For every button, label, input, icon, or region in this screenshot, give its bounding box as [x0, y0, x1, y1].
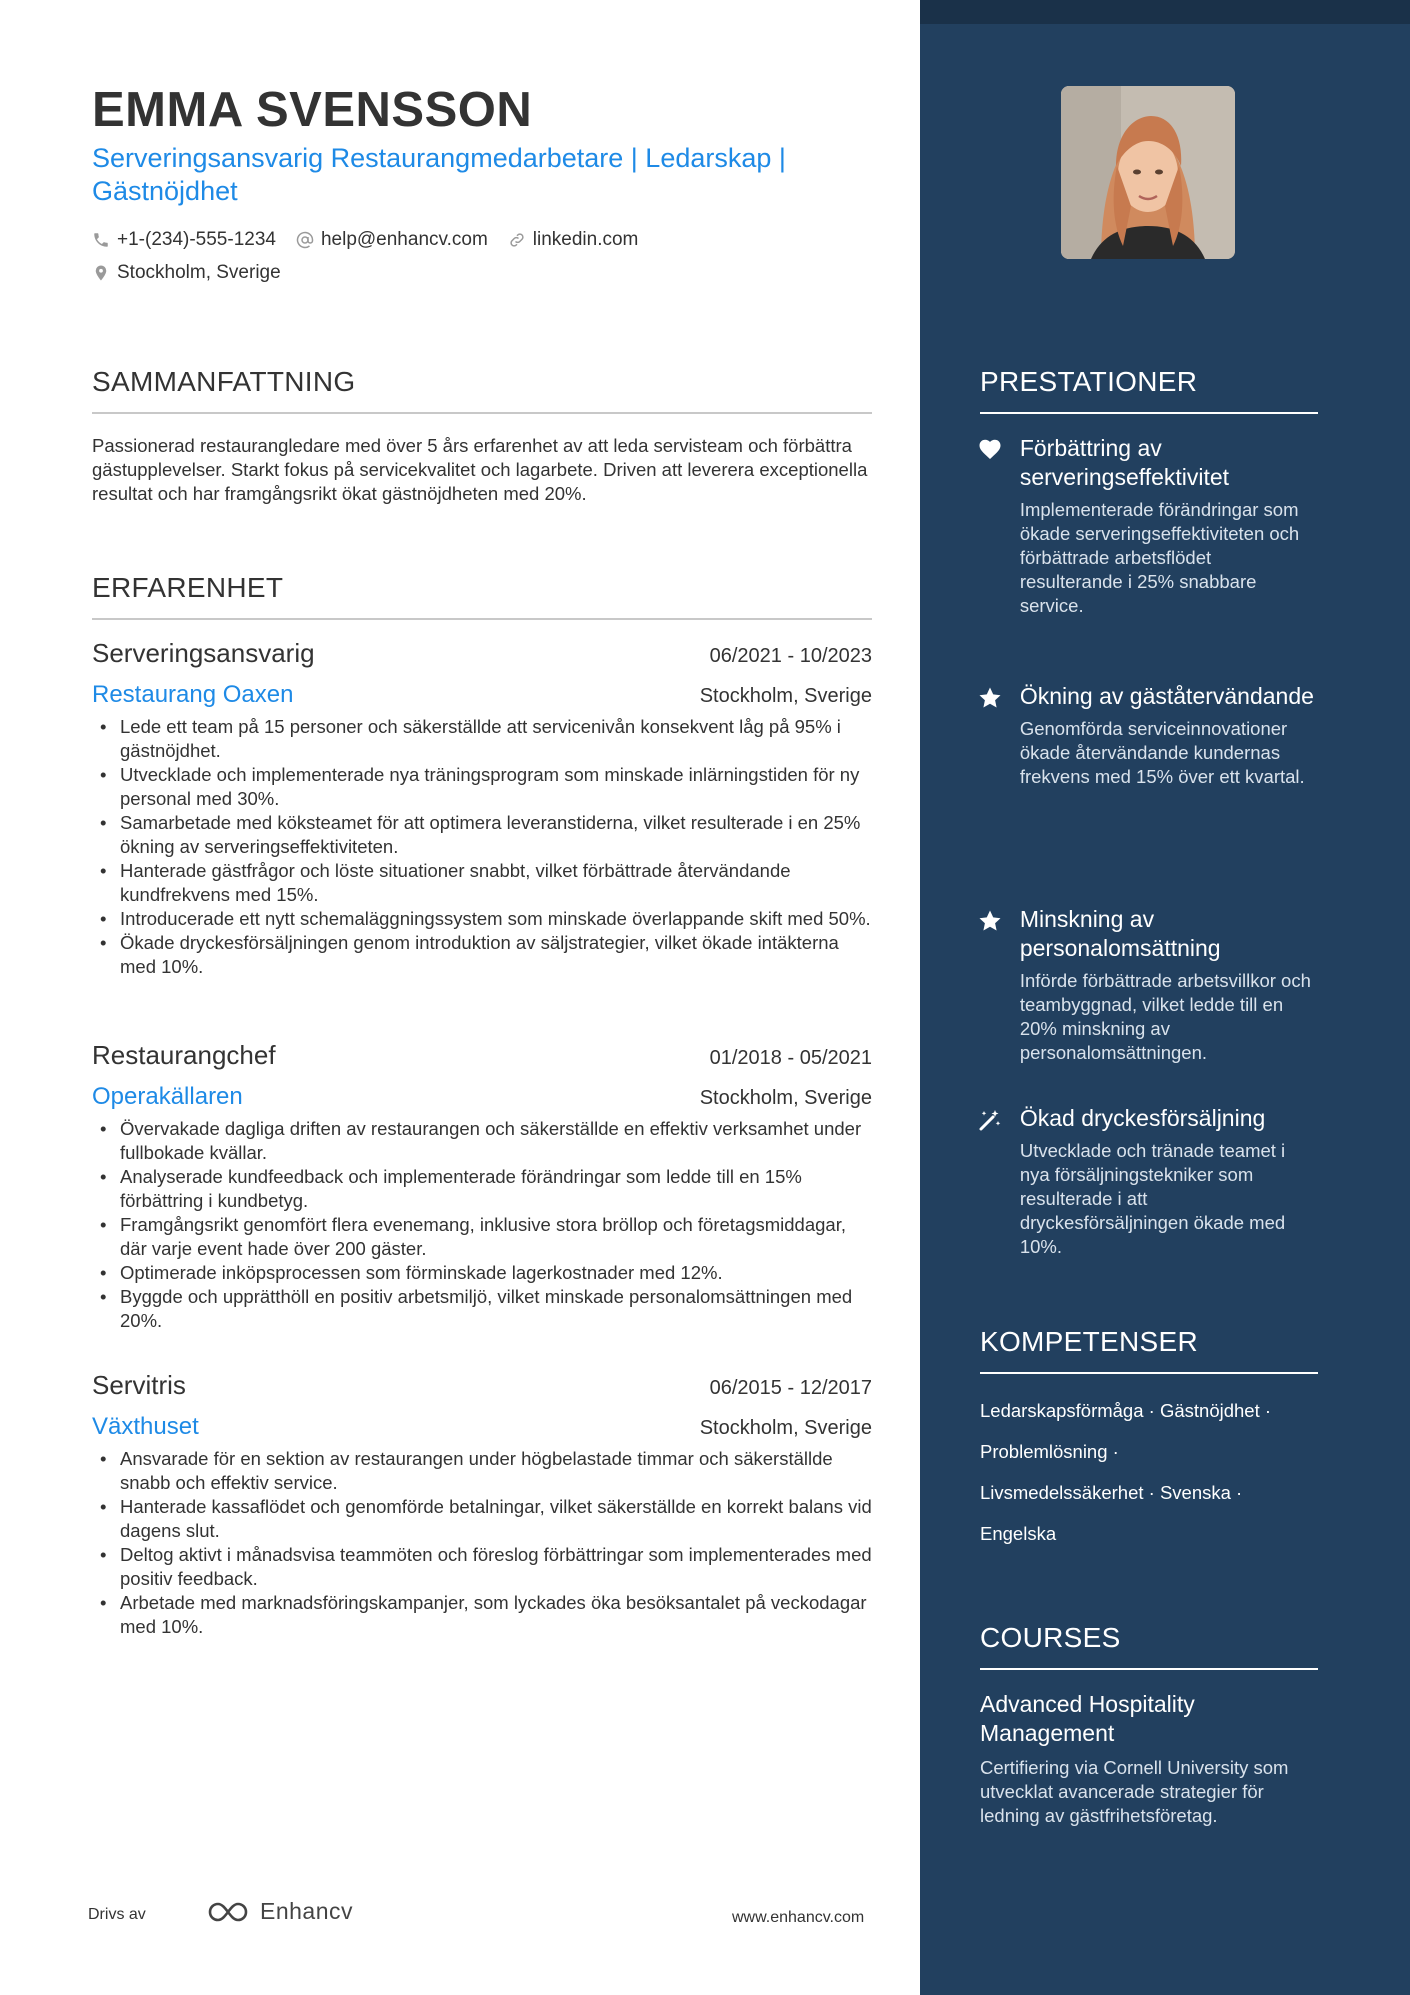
phone-icon	[92, 231, 110, 249]
job-bullets	[92, 1117, 872, 1333]
link-icon	[508, 231, 526, 249]
job-bullet: • Ansvarade för en sektion av restaurangen under högbelastade timmar och säkerställde snabb och effektiv service.	[92, 1447, 872, 1495]
footer-logo[interactable]	[206, 1898, 353, 1925]
magic-wand-icon	[978, 1108, 1002, 1132]
contact-row-2	[92, 262, 301, 284]
job-bullet: • Framgångsrikt genomfört flera evenemang, inklusive stora bröllop och företagsmiddagar, där varje event hade över 200 gäster.	[92, 1213, 872, 1261]
contact-email	[296, 229, 488, 251]
candidate-name: EMMA SVENSSON	[92, 83, 533, 137]
skill-item: Problemlösning	[980, 1441, 1108, 1462]
job-bullet: • Deltog aktivt i månadsvisa teammöten och föreslog förbättringar som implementerades med positiv feedback.	[92, 1543, 872, 1591]
location-text: Stockholm, Sverige	[117, 262, 281, 283]
job-bullet: • Analyserade kundfeedback och implementerade förändringar som ledde till en 15% förbättring i kundbetyg.	[92, 1165, 872, 1213]
email-text[interactable]: help@enhancv.com	[320, 229, 488, 250]
heart-icon	[978, 438, 1002, 460]
job-role: Serveringsansvarig	[92, 638, 315, 668]
job-dates: 01/2018 - 05/2021	[709, 1047, 872, 1069]
summary-heading: SAMMANFATTNING	[92, 366, 872, 414]
achievement-desc: Genomförda serviceinnovationer ökade återvändande kundernas frekvens med 15% över ett kvartal.	[1019, 718, 1305, 787]
contact-location	[92, 262, 281, 284]
achievement-item	[978, 682, 1318, 789]
achievement-item	[978, 1104, 1318, 1259]
skills-heading: KOMPETENSER	[980, 1326, 1318, 1374]
job-bullet: • Ökade dryckesförsäljningen genom introduktion av säljstrategier, vilket ökade intäkterna med 10%.	[92, 931, 872, 979]
job-bullets	[92, 715, 872, 979]
achievement-desc: Implementerade förändringar som ökade serveringseffektiviteten och förbättrade arbetsflödet resulterande i 25% snabbare service.	[1019, 499, 1300, 616]
achievement-title: Ökning av gäståtervändande	[1019, 683, 1314, 709]
course-item	[980, 1690, 1318, 1828]
achievement-title: Ökad dryckesförsäljning	[1019, 1105, 1266, 1131]
achievement-desc: Införde förbättrade arbetsvillkor och teambyggnad, vilket ledde till en 20% minskning av personalomsättningen.	[1019, 970, 1311, 1063]
skill-item: Livsmedelssäkerhet	[980, 1482, 1144, 1503]
profile-photo	[1061, 86, 1235, 259]
job-bullet: • Introducerade ett nytt schemaläggningssystem som minskade överlappande skift med 50%.	[92, 907, 872, 931]
skill-item: Ledarskapsförmåga	[980, 1400, 1144, 1421]
achievements-heading: PRESTATIONER	[980, 366, 1318, 414]
achievement-desc: Utvecklade och tränade teamet i nya försäljningstekniker som resulterade i att dryckesförsäljningen ökade med 10%.	[1019, 1140, 1286, 1257]
job-company: Operakällaren	[92, 1083, 243, 1110]
skills-list: Ledarskapsförmåga · Gästnöjdhet · Problemlösning · Livsmedelssäkerhet · Svenska · Engelska	[980, 1400, 1272, 1544]
job-bullet: • Övervakade dagliga driften av restaurangen och säkerställde en effektiv verksamhet under fullbokade kvällar.	[92, 1117, 872, 1165]
job-dates: 06/2021 - 10/2023	[709, 645, 872, 667]
summary-text: Passionerad restaurangledare med över 5 års erfarenhet av att leda servisteam och förbättra gästupplevelser. Starkt fokus på servicekvalitet och lagarbete. Driven att leverera exceptionella resultat och har framgångsrikt ökat gästnöjdheten med 20%.	[92, 435, 868, 504]
contact-linkedin	[508, 229, 639, 251]
achievement-item	[978, 434, 1318, 618]
job-location: Stockholm, Sverige	[699, 1417, 872, 1439]
linkedin-text[interactable]: linkedin.com	[532, 229, 639, 250]
job-bullet: • Utvecklade och implementerade nya träningsprogram som minskade inlärningstiden för ny personal med 30%.	[92, 763, 872, 811]
footer-url[interactable]: www.enhancv.com	[732, 1909, 865, 1926]
footer-powered-by: Drivs av	[88, 1906, 146, 1923]
skill-item: Svenska	[1159, 1482, 1231, 1503]
star-icon	[978, 686, 1002, 710]
candidate-title: Serveringsansvarig Restaurangmedarbetare | Ledarskap | Gästnöjdhet	[92, 143, 786, 206]
job-bullet: • Arbetade med marknadsföringskampanjer, som lyckades öka besöksantalet på veckodagar med 10%.	[92, 1591, 872, 1639]
star-icon	[978, 909, 1002, 933]
job-location: Stockholm, Sverige	[699, 1087, 872, 1109]
footer-brand: Enhancv	[260, 1898, 354, 1924]
job-bullet: • Hanterade kassaflödet och genomförde betalningar, vilket säkerställde en korrekt balans vid dagens slut.	[92, 1495, 872, 1543]
job-entry	[92, 1370, 872, 1639]
job-dates: 06/2015 - 12/2017	[709, 1377, 872, 1399]
job-bullet: • Optimerade inköpsprocessen som förminskade lagerkostnader med 12%.	[92, 1261, 872, 1285]
courses-heading: COURSES	[980, 1622, 1318, 1670]
enhancv-logo-icon	[206, 1899, 254, 1925]
phone-text[interactable]: +1-(234)-555-1234	[117, 229, 276, 250]
experience-heading: ERFARENHET	[92, 572, 872, 620]
skill-item: Gästnöjdhet	[1159, 1400, 1260, 1421]
job-bullet: • Samarbetade med köksteamet för att optimera leveranstiderna, vilket resulterade i en 25% ökning av serveringseffektiviteten.	[92, 811, 872, 859]
job-company: Växthuset	[92, 1413, 199, 1440]
at-icon	[296, 231, 314, 249]
sidebar-top-bar	[920, 0, 1410, 24]
job-location: Stockholm, Sverige	[699, 685, 872, 707]
job-bullet: • Hanterade gästfrågor och löste situationer snabbt, vilket förbättrade återvändande kundfrekvens med 15%.	[92, 859, 872, 907]
contact-phone	[92, 229, 276, 251]
skill-item: Engelska	[980, 1523, 1057, 1544]
achievement-item	[978, 905, 1318, 1065]
contact-row-1	[92, 229, 658, 251]
job-entry	[92, 1040, 872, 1333]
location-pin-icon	[92, 263, 110, 283]
job-entry	[92, 638, 872, 979]
job-bullets	[92, 1447, 872, 1639]
job-company: Restaurang Oaxen	[92, 681, 294, 708]
portrait-image	[1061, 86, 1235, 259]
job-bullet: • Lede ett team på 15 personer och säkerställde att servicenivån konsekvent låg på 95% i gästnöjdhet.	[92, 715, 872, 763]
job-role: Servitris	[92, 1370, 186, 1400]
achievement-title: Minskning av personalomsättning	[1019, 906, 1221, 961]
job-role: Restaurangchef	[92, 1040, 276, 1070]
course-desc: Certifiering via Cornell University som utvecklat avancerade strategier för ledning av gästfrihetsföretag.	[980, 1757, 1289, 1826]
course-title: Advanced Hospitality Management	[980, 1691, 1195, 1746]
job-bullet: • Byggde och upprätthöll en positiv arbetsmiljö, vilket minskade personalomsättningen med 20%.	[92, 1285, 872, 1333]
achievement-title: Förbättring av serveringseffektivitet	[1019, 435, 1230, 490]
